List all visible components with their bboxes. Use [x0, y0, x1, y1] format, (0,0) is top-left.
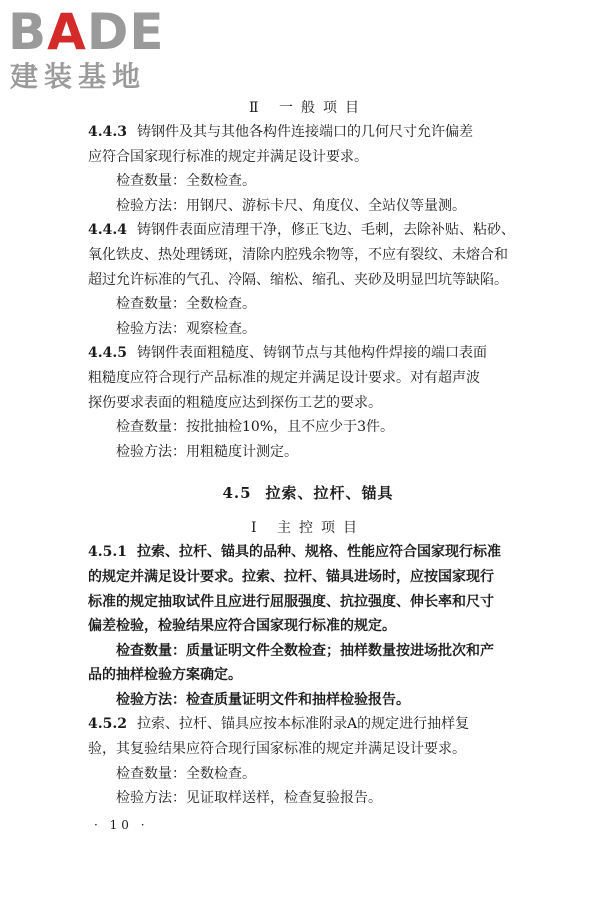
page-number: · 10 · [94, 818, 149, 832]
check-quantity: 检查数量：全数检查。 [116, 173, 256, 190]
check-method: 检验方法：观察检查。 [116, 320, 256, 337]
clause-text: 探伤要求表面的粗糙度应达到探伤工艺的要求。 [88, 394, 382, 411]
clause-number: 4.5.2 [88, 716, 127, 733]
clause-text: 标准的规定抽取试件且应进行屈服强度、抗拉强度、伸长率和尺寸 [88, 593, 494, 610]
clause-number: 4.4.3 [88, 124, 127, 140]
document-page [88, 96, 528, 811]
check-method: 检验方法：检查质量证明文件和抽样检验报告。 [116, 691, 410, 708]
subsection-heading-general: Ⅱ 一般项目 [249, 100, 367, 116]
clause-text: 偏差检验，检验结果应符合国家现行标准的规定。 [88, 618, 396, 635]
check-quantity: 检查数量：全数检查。 [116, 296, 256, 313]
clause-number: 4.4.4 [88, 222, 127, 239]
clause-text: 的规定并满足设计要求。拉索、拉杆、锚具进场时，应按国家现行 [88, 568, 494, 585]
check-method: 检验方法：见证取样送样，检查复验报告。 [116, 790, 382, 807]
clause-text: 超过允许标准的气孔、冷隔、缩松、缩孔、夹砂及明显凹坑等缺陷。 [88, 271, 508, 288]
clause-4-5-1: 4.5.1 拉索、拉杆、锚具的品种、规格、性能应符合国家现行标准 [88, 544, 501, 561]
watermark-brand: BADE [8, 3, 165, 61]
check-method: 检验方法：用粗糙度计测定。 [116, 443, 298, 460]
check-quantity-cont: 品的抽样检验方案确定。 [88, 667, 242, 684]
clause-4-4-4: 4.4.4 铸钢件表面应清理干净，修正飞边、毛刺，去除补贴、粘砂、 [88, 222, 515, 239]
clause-number: 4.4.5 [88, 345, 127, 362]
clause-text: 氧化铁皮、热处理锈斑，清除内腔残余物等，不应有裂纹、未熔合和 [88, 246, 508, 263]
watermark-subtitle: 建装基地 [10, 60, 147, 93]
section-title-4-5: 4.5 拉索、拉杆、锚具 [222, 484, 394, 503]
check-quantity: 检查数量：质量证明文件全数检查；抽样数量按进场批次和产 [116, 642, 494, 659]
clause-4-4-5: 4.4.5 铸钢件表面粗糙度、铸钢节点与其他构件焊接的端口表面 [88, 345, 487, 362]
clause-4-4-3: 4.4.3 铸钢件及其与其他各构件连接端口的几何尺寸允许偏差 [88, 124, 473, 140]
clause-text: 粗糙度应符合现行产品标准的规定并满足设计要求。对有超声波 [88, 369, 480, 386]
check-quantity: 检查数量：全数检查。 [116, 765, 256, 782]
clause-number: 4.5.1 [88, 544, 127, 561]
check-method: 检验方法：用钢尺、游标卡尺、角度仪、全站仪等量测。 [116, 197, 466, 214]
check-quantity: 检查数量：按批抽检10%，且不应少于3件。 [116, 419, 395, 436]
clause-text: 验，其复验结果应符合现行国家标准的规定并满足设计要求。 [88, 741, 466, 758]
clause-text: 应符合国家现行标准的规定并满足设计要求。 [88, 148, 368, 165]
clause-4-5-2: 4.5.2 拉索、拉杆、锚具应按本标准附录A的规定进行抽样复 [88, 716, 470, 733]
subsection-heading-main: Ⅰ 主控项目 [251, 520, 365, 537]
watermark-logo [8, 4, 178, 94]
